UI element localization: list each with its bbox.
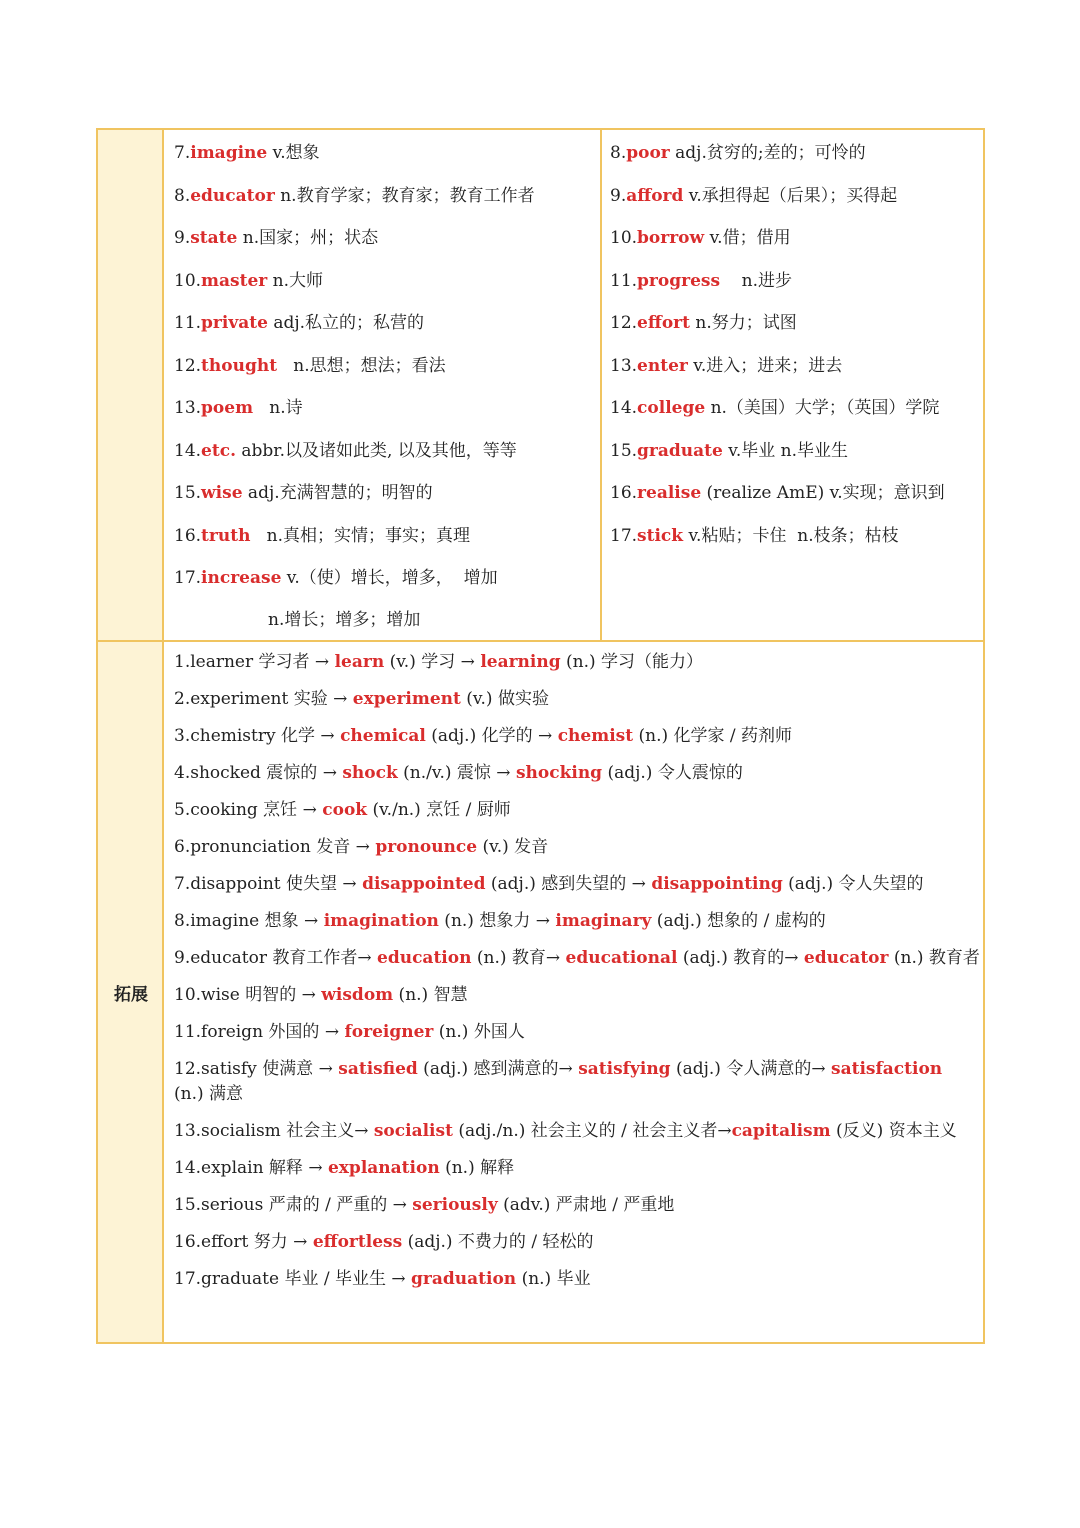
keyword: educational bbox=[565, 948, 678, 968]
keyword: pronounce bbox=[375, 837, 478, 857]
keyword: private bbox=[201, 313, 268, 333]
row-divider bbox=[98, 640, 983, 642]
keyword: disappointed bbox=[362, 874, 486, 894]
expansion-entry: 17.graduate 毕业 / 毕业生 → graduation (n.) 毕业 bbox=[174, 1269, 591, 1289]
vocab-list-left bbox=[174, 141, 535, 630]
keyword: educator bbox=[190, 185, 275, 206]
expansion-label: 拓展 bbox=[114, 985, 148, 1005]
expansion-entry: 2.experiment 实验 → experiment (v.) 做实验 bbox=[174, 689, 549, 709]
keyword: imagine bbox=[190, 143, 268, 163]
keyword: truth bbox=[201, 525, 251, 546]
vocab-entry: 12.effort n.努力；试图 bbox=[610, 313, 797, 333]
keyword: poor bbox=[626, 143, 670, 163]
keyword: learning bbox=[480, 652, 561, 672]
vocab-entry: 17.stick v.粘贴；卡住 n.枝条；枯枝 bbox=[610, 525, 899, 546]
keyword: educator bbox=[803, 948, 889, 968]
keyword: state bbox=[190, 228, 238, 248]
vocab-entry: 9.afford v.承担得起（后果）；买得起 bbox=[610, 185, 898, 206]
keyword: afford bbox=[626, 185, 684, 206]
expansion-entry: 6.pronunciation 发音 → pronounce (v.) 发音 bbox=[174, 837, 549, 857]
vocab-entry: 16.truth n.真相；实情；事实；真理 bbox=[174, 525, 471, 546]
vocab-entry: 14.college n.（美国）大学；（英国）学院 bbox=[610, 398, 940, 418]
vocab-entry: 15.wise adj.充满智慧的；明智的 bbox=[174, 483, 433, 503]
definition-continuation: n.增长；增多；增加 bbox=[268, 610, 421, 630]
expansion-entry: 4.shocked 震惊的 → shock (n./v.) 震惊 → shocking (adj.) 令人震惊的 bbox=[174, 763, 743, 783]
expansion-entry: 11.foreign 外国的 → foreigner (n.) 外国人 bbox=[174, 1022, 525, 1042]
keyword: chemical bbox=[340, 726, 426, 746]
vocab-list-right bbox=[610, 141, 945, 566]
keyword: graduation bbox=[411, 1269, 517, 1289]
expansion-entry: 14.explain 解释 → explanation (n.) 解释 bbox=[174, 1158, 515, 1178]
keyword: borrow bbox=[637, 228, 705, 248]
vocab-entry: 15.graduate v.毕业 n.毕业生 bbox=[610, 440, 848, 461]
vocab-entry: 10.borrow v.借；借用 bbox=[610, 228, 791, 248]
section-label-column bbox=[98, 130, 164, 1342]
vocab-entry: 9.state n.国家；州；状态 bbox=[174, 228, 379, 248]
expansion-entry: 10.wise 明智的 → wisdom (n.) 智慧 bbox=[174, 985, 468, 1005]
vocab-entry: 17.increase v.（使）增长，增多， 增加 n.增长；增多；增加 bbox=[174, 566, 535, 609]
expansion-entry: 1.learner 学习者 → learn (v.) 学习 → learning (n.) 学习（能力） bbox=[174, 652, 704, 672]
keyword: realise bbox=[637, 483, 702, 503]
keyword: education bbox=[377, 948, 472, 968]
vocab-entry: 13.poem n.诗 bbox=[174, 398, 303, 418]
vocab-entry: 11.private adj.私立的；私营的 bbox=[174, 313, 425, 333]
keyword: disappointing bbox=[651, 874, 783, 894]
expansion-entry: 12.satisfy 使满意 → satisfied (adj.) 感到满意的→ satisfying (adj.) 令人满意的→ satisfaction (n.) 满意 bbox=[174, 1059, 943, 1104]
expansion-list bbox=[174, 650, 980, 1304]
keyword: stick bbox=[637, 525, 684, 546]
expansion-entry: 5.cooking 烹饪 → cook (v./n.) 烹饪 / 厨师 bbox=[174, 800, 511, 820]
keyword: seriously bbox=[412, 1195, 498, 1215]
expansion-entry: 8.imagine 想象 → imagination (n.) 想象力 → imaginary (adj.) 想象的 / 虚构的 bbox=[174, 911, 826, 931]
keyword: wisdom bbox=[321, 985, 394, 1005]
keyword: shocking bbox=[515, 763, 603, 783]
vocab-entry: 7.imagine v.想象 bbox=[174, 143, 320, 163]
keyword: effortless bbox=[312, 1232, 403, 1252]
vocab-entry: 14.etc. abbr.以及诸如此类, 以及其他，等等 bbox=[174, 440, 517, 461]
keyword: capitalism bbox=[731, 1121, 831, 1141]
keyword: imagination bbox=[323, 911, 439, 931]
vocab-entry: 13.enter v.进入；进来；进去 bbox=[610, 355, 843, 376]
vocab-entry: 16.realise (realize AmE) v.实现；意识到 bbox=[610, 483, 945, 503]
keyword: cook bbox=[322, 800, 368, 820]
expansion-entry: 16.effort 努力 → effortless (adj.) 不费力的 / 轻松的 bbox=[174, 1232, 594, 1252]
vocab-entry: 12.thought n.思想；想法；看法 bbox=[174, 355, 446, 376]
keyword: enter bbox=[637, 355, 688, 376]
keyword: etc. bbox=[201, 440, 236, 461]
keyword: chemist bbox=[557, 726, 634, 746]
keyword: progress bbox=[637, 270, 721, 291]
keyword: satisfaction bbox=[831, 1059, 943, 1079]
keyword: master bbox=[201, 270, 268, 291]
expansion-entry: 15.serious 严肃的 / 严重的 → seriously (adv.) 严肃地 / 严重地 bbox=[174, 1195, 675, 1215]
keyword: experiment bbox=[352, 689, 461, 709]
vocab-entry: 8.educator n.教育学家；教育家；教育工作者 bbox=[174, 185, 535, 206]
expansion-entry: 9.educator 教育工作者→ education (n.) 教育→ educational (adj.) 教育的→ educator (n.) 教育者 bbox=[174, 948, 980, 968]
keyword: learn bbox=[334, 652, 385, 672]
column-divider bbox=[600, 130, 602, 642]
keyword: increase bbox=[201, 568, 282, 588]
vocab-entry: 8.poor adj.贫穷的;差的；可怜的 bbox=[610, 143, 866, 163]
keyword: socialist bbox=[373, 1121, 453, 1141]
keyword: poem bbox=[201, 398, 254, 418]
keyword: graduate bbox=[637, 440, 723, 461]
keyword: explanation bbox=[327, 1158, 440, 1178]
keyword: shock bbox=[342, 763, 398, 783]
keyword: satisfying bbox=[578, 1059, 671, 1079]
vocab-table bbox=[96, 128, 985, 1344]
keyword: thought bbox=[201, 355, 278, 376]
keyword: wise bbox=[201, 483, 243, 503]
keyword: college bbox=[637, 398, 706, 418]
vocab-entry: 11.progress n.进步 bbox=[610, 270, 792, 291]
expansion-entry: 3.chemistry 化学 → chemical (adj.) 化学的 → chemist (n.) 化学家 / 药剂师 bbox=[174, 726, 793, 746]
expansion-entry: 7.disappoint 使失望 → disappointed (adj.) 感到失望的 → disappointing (adj.) 令人失望的 bbox=[174, 874, 924, 894]
keyword: foreigner bbox=[344, 1022, 434, 1042]
vocab-entry: 10.master n.大师 bbox=[174, 270, 324, 291]
keyword: imaginary bbox=[555, 911, 652, 931]
keyword: satisfied bbox=[338, 1059, 418, 1079]
expansion-entry: 13.socialism 社会主义→ socialist (adj./n.) 社会主义的 / 社会主义者→capitalism (反义) 资本主义 bbox=[174, 1121, 957, 1141]
keyword: effort bbox=[637, 313, 690, 333]
